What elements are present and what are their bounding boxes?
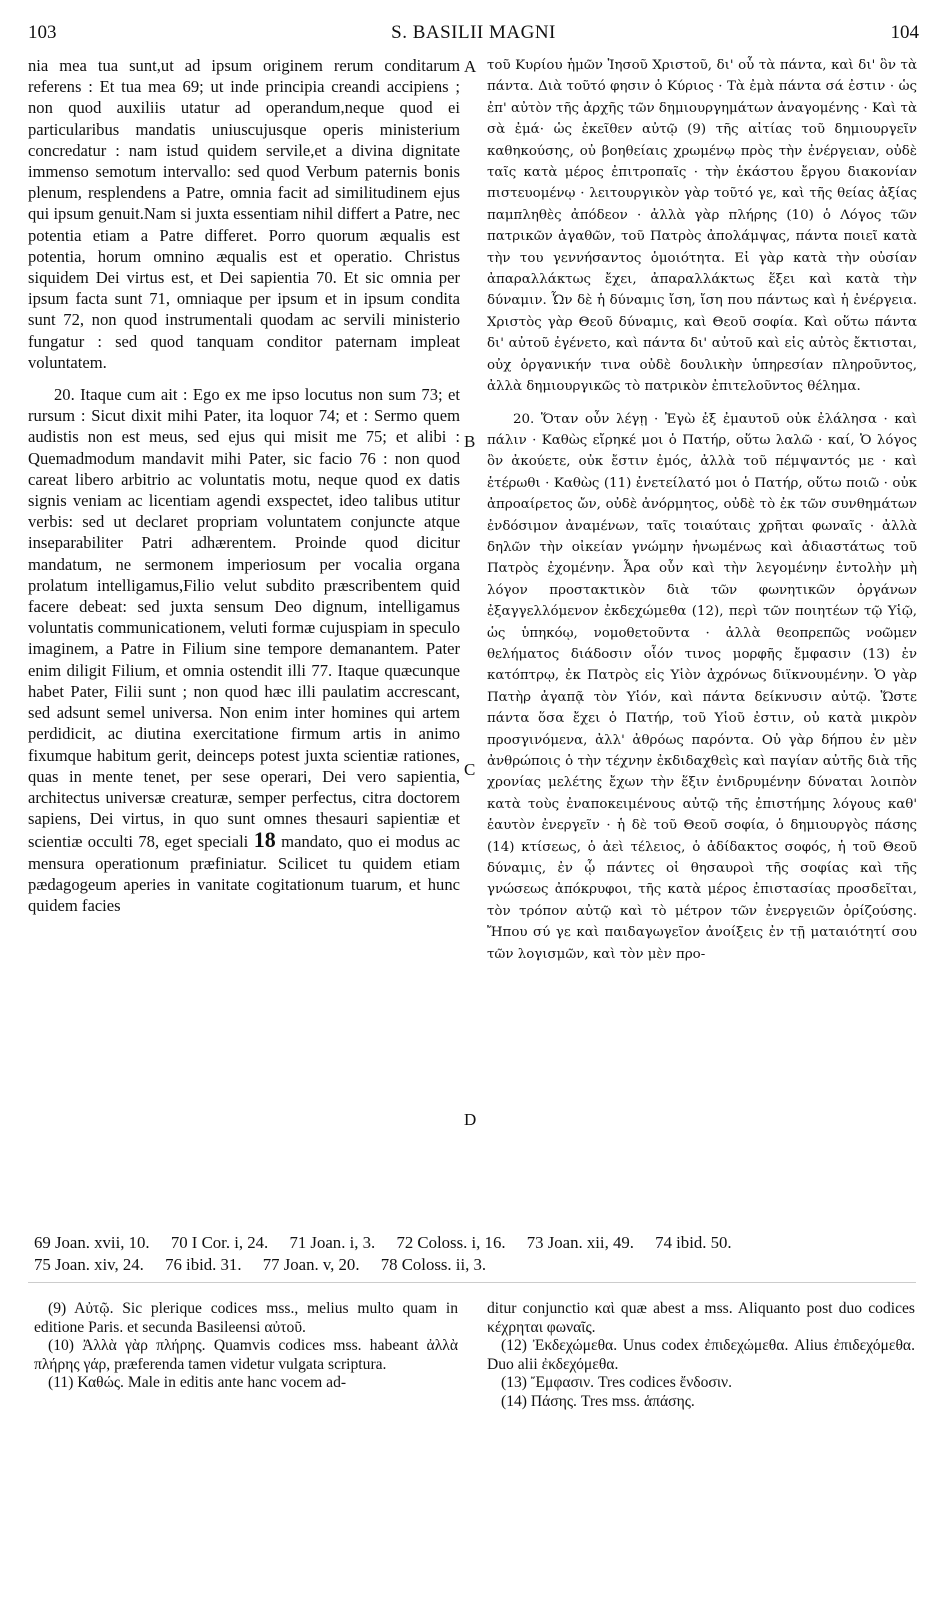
column-marker-number: 18 xyxy=(253,827,276,853)
margin-letter-c: C xyxy=(464,760,476,779)
critical-note: (10) Ἀλλὰ γὰρ πλήρης. Quamvis codices mss. habeant ἀλλὰ πλήρης γάρ, præferenda tamen videtur vulgata scriptura. xyxy=(34,1337,458,1373)
margin-letter-a: A xyxy=(464,57,477,76)
scripture-ref: 72 Coloss. i, 16. xyxy=(396,1233,506,1252)
latin-paragraph-1: nia mea tua sunt,ut ad ipsum originem rerum conditarum referens : Et tua mea 69; ut inde principia creandi accipiens ; non quod auxiliis utatur ad operandum,neque quod ei particularibus mandatis uniuscujusque operis ministerium concredatur : nam istud quidem servile,et a divina dignitate immenso semotum intervallo: sed quod Verbum paternis bonis plenum, resplendens a Patre, omnia facit ad similitudinem ejus qui ipsum genuit.Nam si juxta essentiam nihil differt a Patre, nec potentia etiam a Patre differet. Porro quorum æqualis est potentia, horum omnino æqualis est et operatio. Christus siquidem Dei virtus est, et Dei sapientia 70. Et sic omnia per ipsum facta sunt 71, omniaque per ipsum et in ipsum condita sunt 72, non quod instrumentali quodam ac servili ministerio fungatur : sed quod tanquam conditor paternam impleat voluntatem. xyxy=(28,56,460,372)
critical-note: (13) Ἔμφασιν. Tres codices ἔνδοσιν. xyxy=(501,1374,732,1392)
critical-note: (9) Αὐτῷ. Sic plerique codices mss., melius multo quam in editione Paris. et secunda Basileensi αὐτοῦ. xyxy=(34,1300,458,1336)
scripture-ref: 76 ibid. 31. xyxy=(165,1255,242,1274)
scripture-references-row-2 xyxy=(34,1254,914,1276)
latin-paragraph-2-end: mandato, quo ei modus ac mensura operationum præfiniatur. Scilicet tu quidem etiam pædagogeum aperies in vanitate cogitationum tuarum, et hunc quidem facies xyxy=(28,832,461,915)
footnote-divider xyxy=(28,1282,916,1283)
margin-letter-d: D xyxy=(464,1110,477,1129)
latin-paragraph-2 xyxy=(28,384,460,916)
critical-notes-right xyxy=(487,1300,915,1412)
scripture-ref: 74 ibid. 50. xyxy=(655,1233,732,1252)
page-number-right: 104 xyxy=(890,22,919,43)
scripture-references-row-1 xyxy=(34,1232,914,1254)
critical-notes-left xyxy=(34,1300,458,1393)
latin-paragraph-2-text: 20. Itaque cum ait : Ego ex me ipso locutus non sum 73; et rursum : Sicut dixit mihi Pater, ita loquor 74; et : Sermo quem audistis non est meus, sed ejus qui misit me 75; et alibi : Quemadmodum mandavit mihi Pater, sic facio 76 : non quod careat libero arbitrio ac voluntatis motu, neque quod ex datis signis veniam ac licentiam agendi exspectet, ideo talibus utitur verbis: sed ut declaret propriam voluntatem conjuncte atque inseparabiliter Patri adhærentem. Proinde quod dicitur mandatum, ne sermonem imperiosum per vocalia organa prolatum intelligamus,Filio velut subdito præscribentem quid facere debeat: sed juxta sensum Deo dignum, intelligamus voluntatis communicationem, veluti formæ cujuspiam in speculo imaginem, a Patre in Filium sine tempore demanantem. Pater enim diligit Filium, et omnia ostendit illi 77. Itaque quæcunque habet Pater, Filii sunt ; non quod hæc illi paulatim accrescant, sed adsunt semel universa. Non enim inter homines qui artem perdidicit, ac diutina exercitatione firmum artis in animo fixumque habitum gerit, deinceps potest juxta scientiæ rationes, quas in mente tenet, per sese operari, Dei vero sapientia, architectus universæ creaturæ, semper perfectus, citra doctorem sapiens, Dei virtus, in quo sunt omnes thesauri sapientiæ et scientiæ occulti 78, eget speciali xyxy=(28,385,460,852)
margin-letter-b: B xyxy=(464,432,476,451)
scripture-ref: 73 Joan. xii, 49. xyxy=(526,1233,634,1252)
latin-column xyxy=(28,55,460,916)
greek-column xyxy=(487,55,917,965)
critical-note: (11) Καθώς. Male in editis ante hanc vocem ad- xyxy=(48,1374,347,1392)
scripture-ref: 78 Coloss. ii, 3. xyxy=(380,1255,487,1274)
scripture-ref: 69 Joan. xvii, 10. xyxy=(34,1233,150,1252)
critical-note: (14) Πάσης. Tres mss. ἁπάσης. xyxy=(501,1392,695,1410)
scripture-references xyxy=(34,1232,914,1276)
scripture-ref: 70 I Cor. i, 24. xyxy=(170,1233,269,1252)
scripture-ref: 77 Joan. v, 20. xyxy=(262,1255,360,1274)
greek-paragraph-1: τοῦ Κυρίου ἡμῶν Ἰησοῦ Χριστοῦ, δι' οὗ τὰ πάντα, καὶ δι' ὃν τὰ πάντα. Διὰ τοῦτό φησιν ὁ Κύριος · Τὰ ἐμὰ πάντα σά ἐστιν · ὡς ἐπ' αὐτὸν τῆς ἀρχῆς τῶν δημιουργημάτων ἀναγομένης · Καὶ τὰ σὰ ἐμά· ὡς ἐκεῖθεν αὐτῷ (9) τῆς αἰτίας τοῦ δημιουργεῖν καθηκούσης, οὐ βοηθείαις χρωμένῳ πρὸς τὴν ἐνέργειαν, οὐδὲ ταῖς κατὰ μέρος ἐπιτροπαῖς · τὴν ἑκάστου ἔργου διακονίαν πιστευομένῳ · λειτουργικὸν γὰρ τοῦτό γε, καὶ τῆς θείας ἀξίας παμπληθὲς ἀπόδεον · ἀλλὰ γὰρ πλήρης (10) ὁ Λόγος τῶν πατρικῶν ἀγαθῶν, τοῦ Πατρὸς ἀπολάμψας, πάντα ποιεῖ κατὰ τὴν του γεννήσαντος ὁμοιότητα. Εἰ γὰρ κατὰ τὴν οὐσίαν ἀπαραλλάκτως ἔχει, ἀπαραλλάκτως ἕξει καὶ κατὰ τὴν δύναμιν. Ὧν δὲ ἡ δύναμις ἴση, ἴση που πάντως καὶ ἡ ἐνέργεια. Χριστὸς γὰρ Θεοῦ δύναμις, καὶ Θεοῦ σοφία. Καὶ οὕτω πάντα δι' αὐτοῦ ἐγένετο, καὶ πάντα δι' αὐτοῦ καὶ εἰς αὐτὸς ἔκτισται, οὐχ ὀργανικήν τινα οὐδὲ δουλικὴν ὑπηρεσίαν πληροῦντος, ἀλλὰ δημιουργικῶς τὸ πατρικὸν ἐπιτελοῦντος θέλημα. xyxy=(487,58,917,395)
page-number-left: 103 xyxy=(28,22,57,43)
scripture-ref: 75 Joan. xiv, 24. xyxy=(34,1255,144,1274)
margin-section-letters xyxy=(464,55,480,1195)
running-title: S. BASILII MAGNI xyxy=(391,22,556,43)
critical-note: (12) Ἐκδεχώμεθα. Unus codex ἐπιδεχώμεθα. Alius ἐπιδεχόμεθα. Duo alii ἐκδεχόμεθα. xyxy=(487,1337,915,1373)
greek-paragraph-2: 20. Ὅταν οὖν λέγῃ · Ἐγὼ ἐξ ἐμαυτοῦ οὐκ ἐλάλησα · καὶ πάλιν · Καθὼς εἴρηκέ μοι ὁ Πατήρ, οὕτω λαλῶ · καί, Ὁ λόγος ὃν ἀκούετε, οὐκ ἔστιν ἐμός, ἀλλὰ τοῦ πέμψαντός με · καὶ ἑτέρωθι · Καθὼς (11) ἐνετείλατό μοι ὁ Πατήρ, οὕτω ποιῶ · οὐκ ἀπροαίρετος ὤν, οὐδὲ ἀνόρμητος, οὐδὲ τὸ ἐκ τῶν συνθημάτων ἐνδόσιμον ἀναμένων, ταῖς τοιαύταις χρῆται φωναῖς · ἀλλὰ δηλῶν τὴν οἰκείαν γνώμην ἡνωμένως καὶ ἀδιαστάτως τοῦ Πατρὸς ἐχομένην. Ἆρα οὖν καὶ τὴν λεγομένην ἐντολὴν μὴ λόγον προστακτικὸν διὰ τῶν φωνητικῶν ὀργάνων ἐξαγγελλόμενον ἐκδεχώμεθα (12), περὶ τῶν ποιητέων τῷ Υἱῷ, ὡς ὑπηκόῳ, νομοθετοῦντα · ἀλλὰ θεοπρεπῶς νοῶμεν θελήματος διάδοσιν οἷόν τινος μορφῆς ἔμφασιν (13) ἐν κατόπτρῳ, ἐκ Πατρὸς εἰς Υἱὸν ἀχρόνως διϊκνουμένην. Ὁ γὰρ Πατὴρ ἀγαπᾷ τὸν Υἱόν, καὶ πάντα δείκνυσιν αὐτῷ. Ὥστε πάντα ὅσα ἔχει ὁ Πατήρ, τοῦ Υἱοῦ ἐστιν, οὐ κατὰ μικρὸν προσγινόμενα, ἀλλ' ἀθρόως παρόντα. Οὐ γὰρ δήπου ἐν μὲν ἀνθρώποις ὁ τὴν τέχνην ἐκδιδαχθεὶς καὶ παγίαν αὐτῆς διὰ τῆς χρονίας μελέτης ἔχων τὴν ἕξιν ἐνιδρυμένην δύναται λοιπὸν κατὰ τοὺς ἐναποκειμένους αὐτῷ τῆς ἐπιστήμης λόγους καθ' ἑαυτὸν ἐνεργεῖν · ἡ δὲ τοῦ Θεοῦ σοφία, ὁ δημιουργὸς πάσης (14) κτίσεως, ὁ ἀεὶ τέλειος, ὁ ἀδίδακτος σοφός, ἡ τοῦ Θεοῦ δύναμις, ἐν ᾧ πάντες οἱ θησαυροὶ τῆς σοφίας καὶ τῆς γνώσεως ἀπόκρυφοι, τῆς κατὰ μέρος ἐπιστασίας προσδεῖται, τὸν τρόπον αὐτῷ καὶ τὸ μέτρον τῶν ἐνεργειῶν ὁρίζούσης. Ἤπου σύ γε καὶ παιδαγωγεῖον ἀνοίξεις ἐν τῇ ματαιότητί σου τῶν λογισμῶν, καὶ τὸν μὲν προ- xyxy=(487,411,917,962)
scripture-ref: 71 Joan. i, 3. xyxy=(289,1233,376,1252)
critical-note: ditur conjunctio καὶ quæ abest a mss. Aliquanto post duo codices κέχρηται φωναῖς. xyxy=(487,1300,915,1336)
running-header xyxy=(28,22,919,50)
